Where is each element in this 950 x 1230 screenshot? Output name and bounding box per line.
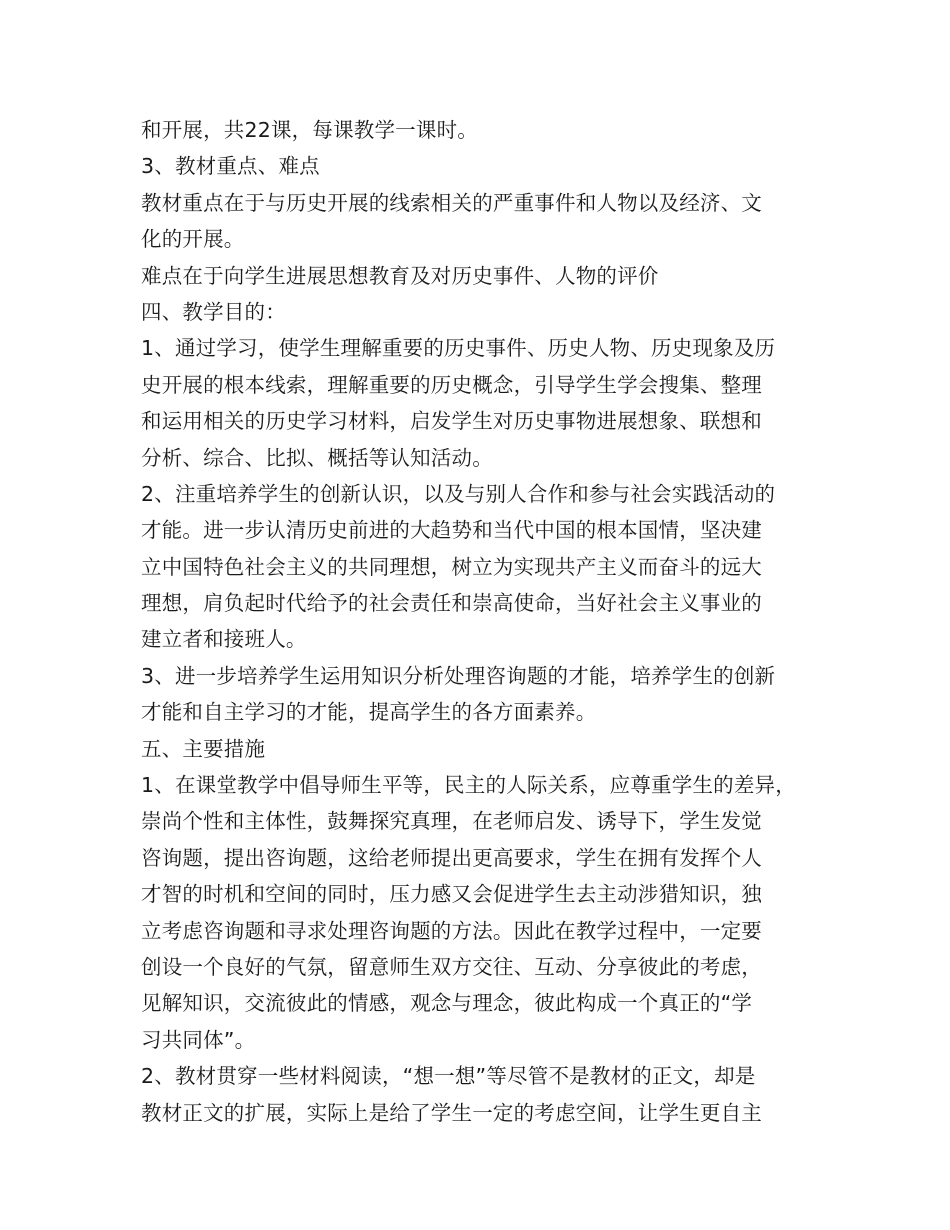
text-line: 教材重点在于与历史开展的线索相关的严重事件和人物以及经济、文 bbox=[141, 190, 762, 215]
text-line: 咨询题，提出咨询题，这给老师提出更高要求，学生在拥有发挥个人 bbox=[141, 845, 762, 870]
text-line: 1、通过学习，使学生理解重要的历史事件、历史人物、历史现象及历 bbox=[141, 336, 776, 361]
text-line: 崇尚个性和主体性，鼓舞探究真理，在老师启发、诱导下，学生发觉 bbox=[141, 809, 762, 834]
text-line: 教材正文的扩展，实际上是给了学生一定的考虑空间，让学生更自主 bbox=[141, 1100, 762, 1125]
text-line: 2、教材贯穿一些材料阅读，“想一想”等尽管不是教材的正文，却是 bbox=[141, 1064, 756, 1089]
text-line: 才智的时机和空间的同时，压力感又会促进学生去主动涉猎知识，独 bbox=[141, 882, 762, 907]
text-line: 分析、综合、比拟、概括等认知活动。 bbox=[141, 445, 493, 470]
text-line: 才能和自主学习的才能，提高学生的各方面素养。 bbox=[141, 700, 597, 725]
section-heading: 四、教学目的： bbox=[141, 299, 286, 324]
text-line: 建立者和接班人。 bbox=[141, 627, 307, 652]
text-line: 1、在课堂教学中倡导师生平等，民主的人际关系，应尊重学生的差异， bbox=[141, 773, 796, 798]
text-line: 3、进一步培养学生运用知识分析处理咨询题的才能，培养学生的创新 bbox=[141, 663, 776, 688]
text-line: 2、注重培养学生的创新认识，以及与别人合作和参与社会实践活动的 bbox=[141, 481, 776, 506]
text-line: 才能。进一步认清历史前进的大趋势和当代中国的根本国情，坚决建 bbox=[141, 518, 762, 543]
text-line: 创设一个良好的气氛，留意师生双方交往、互动、分享彼此的考虑， bbox=[141, 954, 762, 979]
text-line: 见解知识，交流彼此的情感，观念与理念，彼此构成一个真正的“学 bbox=[141, 991, 753, 1016]
text-line: 化的开展。 bbox=[141, 227, 245, 252]
text-line: 难点在于向学生进展思想教育及对历史事件、人物的评价 bbox=[141, 263, 659, 288]
text-line: 和运用相关的历史学习材料，启发学生对历史事物进展想象、联想和 bbox=[141, 409, 762, 434]
text-line: 习共同体”。 bbox=[141, 1027, 256, 1052]
section-heading: 五、主要措施 bbox=[141, 736, 266, 761]
text-line: 史开展的根本线索，理解重要的历史概念，引导学生学会搜集、整理 bbox=[141, 372, 762, 397]
text-line: 理想，肩负起时代给予的社会责任和崇高使命，当好社会主义事业的 bbox=[141, 591, 762, 616]
text-line: 立中国特色社会主义的共同理想，树立为实现共产主义而奋斗的远大 bbox=[141, 554, 762, 579]
body-text bbox=[141, 112, 831, 1131]
text-line: 和开展，共22课，每课教学一课时。 bbox=[141, 118, 478, 142]
text-line: 立考虑咨询题和寻求处理咨询题的方法。因此在教学过程中，一定要 bbox=[141, 918, 762, 943]
section-heading: 3、教材重点、难点 bbox=[141, 154, 320, 179]
